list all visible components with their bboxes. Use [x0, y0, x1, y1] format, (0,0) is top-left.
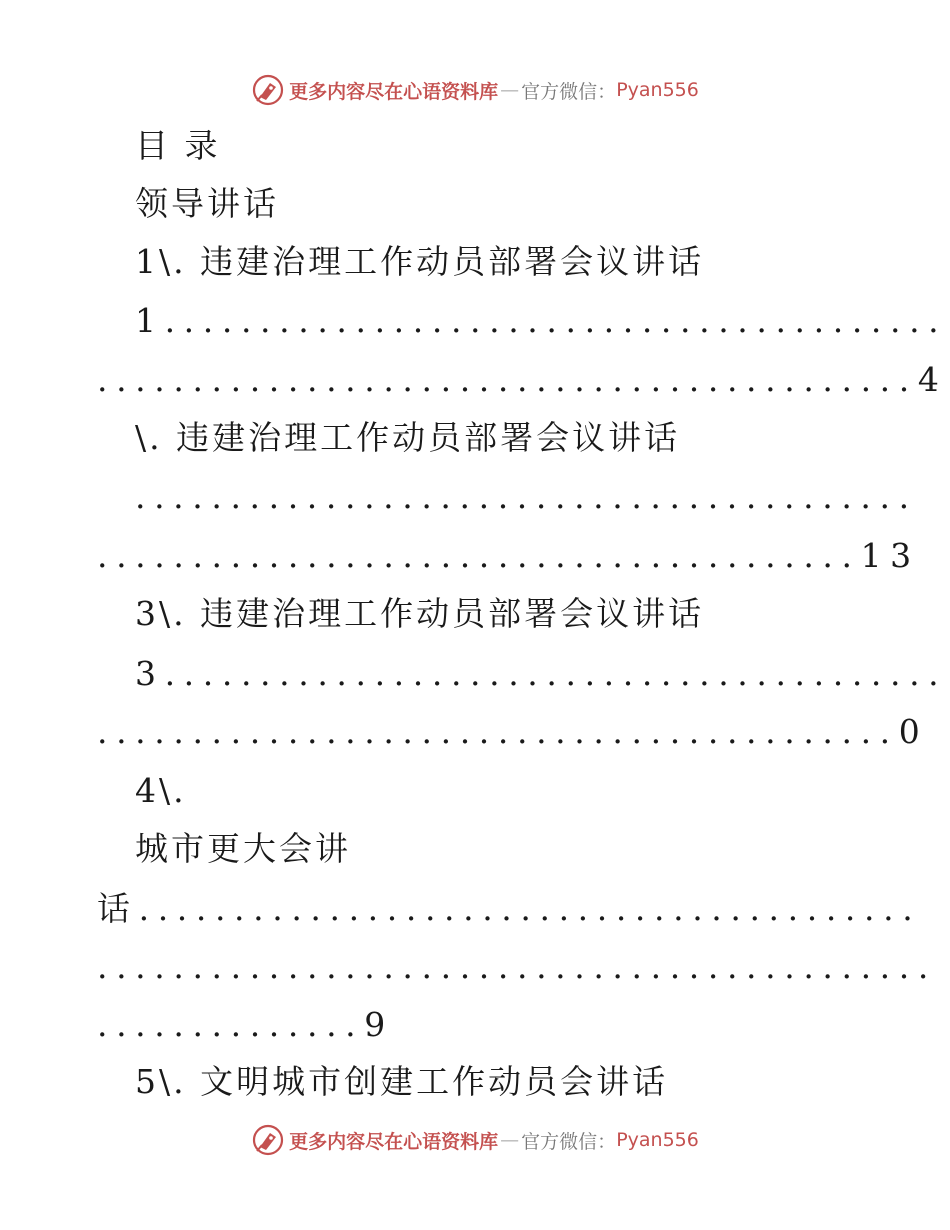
toc-leader-2b: ........................................13 [97, 536, 920, 575]
toc-entry-3: 3\. 违建治理工作动员部署会议讲话 [135, 594, 705, 633]
toc-leader-1b: ...........................................4 [97, 360, 948, 399]
toc-entry-2: \. 违建治理工作动员部署会议讲话 [135, 418, 681, 457]
toc-entry-5: 5\. 文明城市创建工作动员会讲话 [135, 1062, 669, 1101]
pen-nib-logo-icon [251, 1123, 285, 1157]
watermark-brand: 更多内容尽在心语资料库 [289, 80, 499, 103]
toc-leader-3b: ..........................................0 [97, 712, 929, 751]
toc-leader-4c: ..............9 [97, 1005, 394, 1044]
bottom-watermark-banner [0, 1120, 950, 1160]
toc-entry-1: 1\. 违建治理工作动员部署会议讲话 [135, 242, 705, 281]
watermark-wechat-id: Pyan556 [616, 1129, 699, 1151]
toc-entry-4-title: 城市更大会讲 [135, 829, 351, 868]
toc-leader-4b: ............................................ [97, 947, 937, 986]
toc-leader-1a: 1......................................... [135, 301, 948, 340]
toc-entry-4: 4\. [135, 771, 187, 810]
toc-leader-2a: ......................................... [135, 477, 918, 516]
watermark-wechat-id: Pyan556 [616, 79, 699, 101]
watermark-separator: — [500, 79, 520, 101]
toc-leader-4a: 话......................................... [97, 889, 922, 928]
toc-leader-3a: 3......................................... [135, 654, 948, 693]
toc-section-heading: 领导讲话 [135, 184, 279, 223]
watermark-brand: 更多内容尽在心语资料库 [289, 1130, 499, 1153]
watermark-wechat-label: 官方微信： [521, 1130, 617, 1153]
toc-title: 目 录 [135, 126, 221, 165]
watermark-wechat-label: 官方微信： [521, 80, 617, 103]
watermark-separator: — [500, 1129, 520, 1151]
